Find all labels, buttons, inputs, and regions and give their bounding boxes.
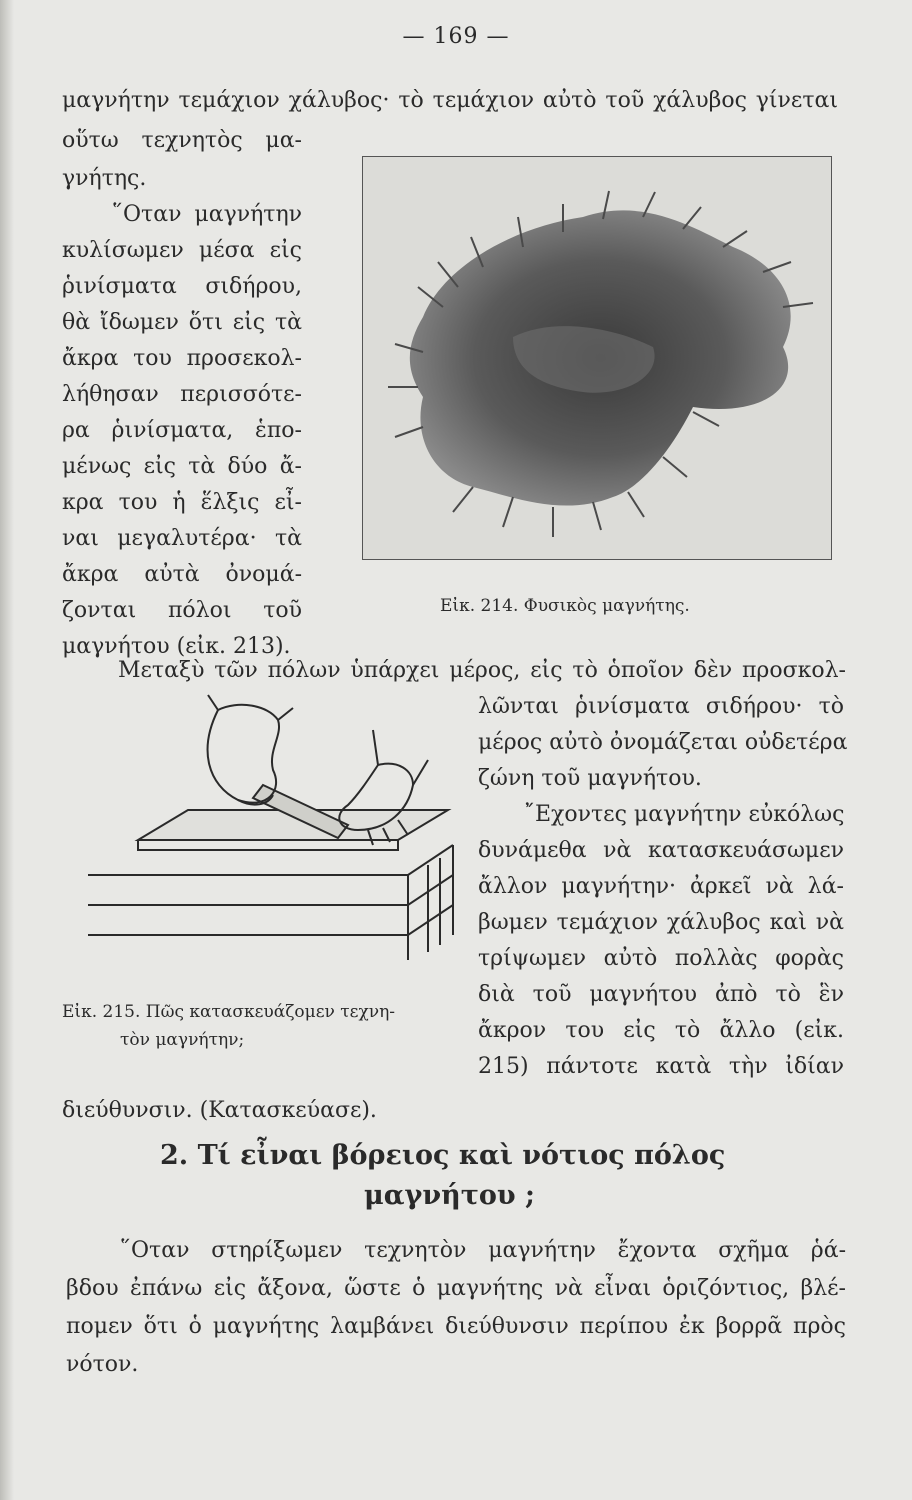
text-line: μέρος αὐτὸ ὀνομάζεται οὐδετέρα — [478, 730, 848, 755]
figure-natural-magnet — [362, 156, 832, 560]
hands-rubbing-magnet-illustration — [68, 690, 468, 990]
text-line: ῎Εχοντες μαγνήτην εὐκόλως — [524, 802, 845, 827]
text-line: κυλίσωμεν μέσα εἰς — [62, 238, 302, 263]
text-line: ἄκρον του εἰς τὸ ἄλλο (εἰκ. — [478, 1018, 844, 1043]
text-line: 215) πάντοτε κατὰ τὴν ἰδίαν — [478, 1054, 844, 1079]
text-line: διὰ τοῦ μαγνήτου ἀπὸ τὸ ἓν — [478, 982, 844, 1007]
figure-215-caption-line1: Εἰκ. 215. Πῶς κατασκευάζομεν τεχνη- — [62, 1002, 396, 1022]
text-line: γνήτης. — [62, 166, 147, 191]
page-edge-shadow — [0, 0, 14, 1500]
text-line: ζονται πόλοι τοῦ — [62, 598, 302, 623]
figure-214-caption: Εἰκ. 214. Φυσικὸς μαγνήτης. — [440, 596, 690, 616]
text-line: δυνάμεθα νὰ κατασκευάσωμεν — [478, 838, 844, 863]
text-line: μαγνήτου (εἰκ. 213). — [62, 634, 291, 659]
text-line: οὕτω τεχνητὸς μα- — [62, 128, 302, 153]
text-line: μένως εἰς τὰ δύο ἄ- — [62, 454, 302, 479]
section-heading-line1: 2. Τί εἶναι βόρειος καὶ νότιος πόλος — [160, 1140, 726, 1171]
section-heading-line2: μαγνήτου ; — [364, 1180, 536, 1211]
text-line: λήθησαν περισσότε- — [62, 382, 302, 407]
text-line: θὰ ἴδωμεν ὅτι εἰς τὰ — [62, 310, 302, 335]
text-line: ἄκρα του προσεκολ- — [62, 346, 302, 371]
text-line: ναι μεγαλυτέρα· τὰ — [62, 526, 302, 551]
text-line: ῞Οταν στηρίξωμεν τεχνητὸν μαγνήτην ἔχοντα σχῆμα ῥά- — [120, 1238, 846, 1263]
text-line: βωμεν τεμάχιον χάλυβος καὶ νὰ — [478, 910, 844, 935]
text-line: ῥινίσματα σιδήρου, — [62, 274, 302, 299]
figure-215-caption-line2: τὸν μαγνήτην; — [120, 1030, 245, 1050]
text-line: ζώνη τοῦ μαγνήτου. — [478, 766, 702, 791]
text-line: κρα του ἡ ἕλξις εἶ- — [62, 490, 302, 515]
text-line: νότον. — [66, 1352, 139, 1377]
text-line: ῞Οταν μαγνήτην — [112, 202, 302, 227]
text-line: ἄκρα αὐτὰ ὀνομά- — [62, 562, 302, 587]
text-line: τρίψωμεν αὐτὸ πολλὰς φορὰς — [478, 946, 844, 971]
text-line: πομεν ὅτι ὁ μαγνήτης λαμβάνει διεύθυνσιν περίπου ἐκ βορρᾶ πρὸς — [66, 1314, 846, 1339]
page-number: — 169 — — [402, 24, 510, 49]
text-line: ἄλλον μαγνήτην· ἀρκεῖ νὰ λά- — [478, 874, 844, 899]
text-line: Μεταξὺ τῶν πόλων ὑπάρχει μέρος, εἰς τὸ ὁποῖον δὲν προσκολ- — [118, 658, 846, 683]
natural-magnet-illustration — [363, 157, 831, 559]
text-line: βδου ἐπάνω εἰς ἄξονα, ὥστε ὁ μαγνήτης νὰ εἶναι ὁριζόντιος, βλέ- — [66, 1276, 846, 1301]
text-line: μαγνήτην τεμάχιον χάλυβος· τὸ τεμάχιον αὐτὸ τοῦ χάλυβος γίνεται — [62, 88, 838, 113]
text-line: λῶνται ῥινίσματα σιδήρου· τὸ — [478, 694, 844, 719]
text-line: διεύθυνσιν. (Κατασκεύασε). — [62, 1098, 377, 1123]
text-line: ρα ῥινίσματα, ἑπο- — [62, 418, 302, 443]
figure-making-magnet — [68, 690, 468, 990]
